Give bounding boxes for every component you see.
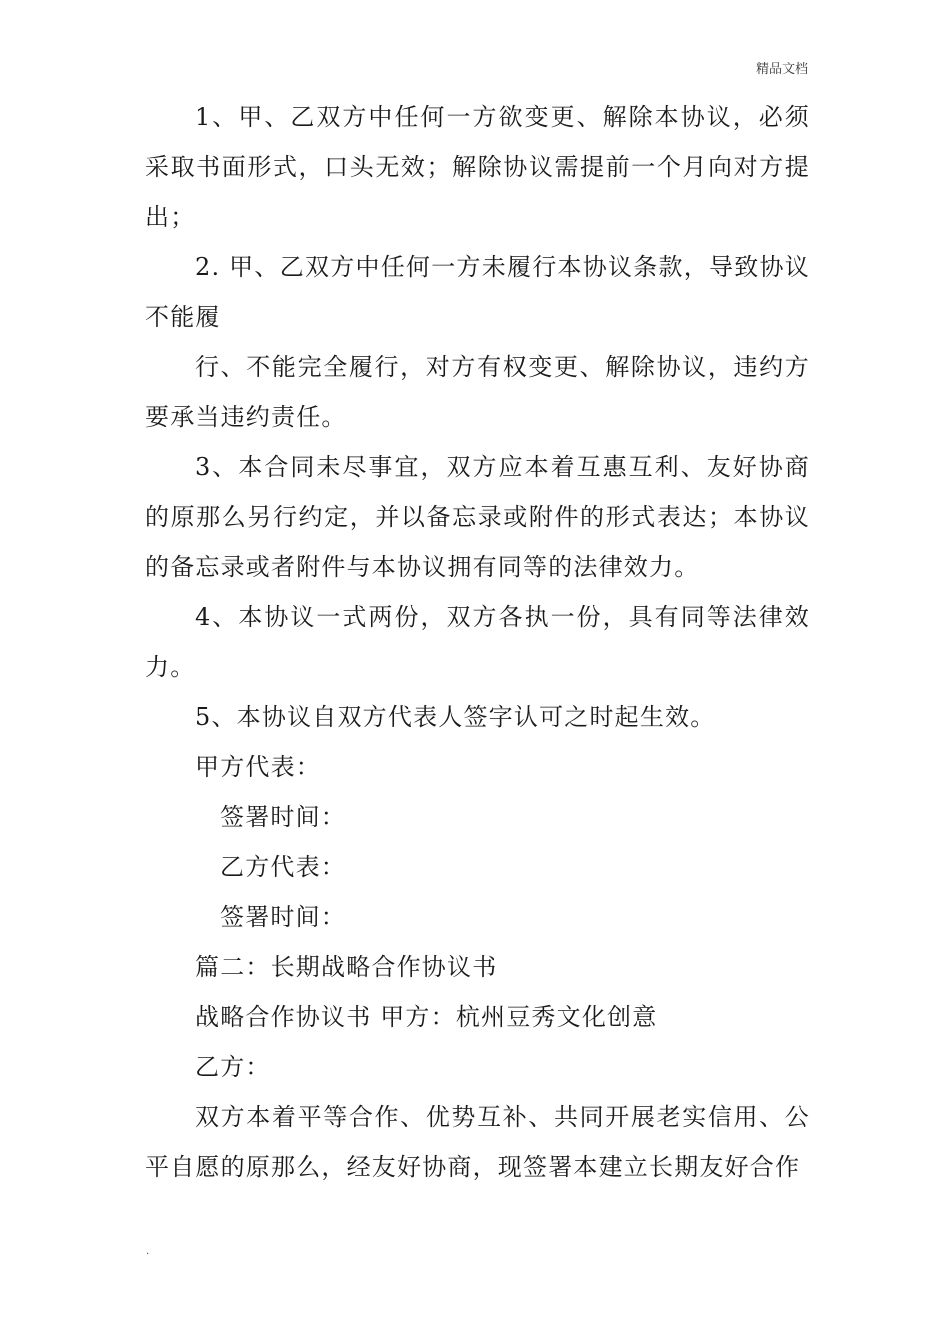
party-b-representative: 乙方代表： xyxy=(220,853,346,881)
document-body xyxy=(145,92,810,1192)
clause-2-continued: 行、不能完全履行，对方有权变更、解除协议，违约方要承当违约责任。 xyxy=(145,353,810,431)
clause-2: 2. 甲、乙双方中任何一方未履行本协议条款，导致协议不能履 xyxy=(145,253,810,331)
party-a-sign-date: 签署时间： xyxy=(220,803,346,831)
clause-3: 3、本合同未尽事宜，双方应本着互惠互利、友好协商的原那么另行约定，并以备忘录或附件的形式表达；本协议的备忘录或者附件与本协议拥有同等的法律效力。 xyxy=(145,453,810,581)
clause-5: 5、本协议自双方代表人签字认可之时起生效。 xyxy=(195,703,716,731)
clause-4: 4、本协议一式两份，双方各执一份，具有同等法律效力。 xyxy=(145,603,810,681)
party-a-representative: 甲方代表： xyxy=(195,753,321,781)
section-title: 篇二：长期战略合作协议书 xyxy=(195,953,498,981)
agreement-party-b: 乙方： xyxy=(195,1053,271,1081)
footer-mark: . xyxy=(146,1246,150,1257)
agreement-preamble: 双方本着平等合作、优势互补、共同开展老实信用、公平自愿的原那么，经友好协商，现签署本建立长期友好合作 xyxy=(145,1103,810,1181)
page-header-label: 精品文档 xyxy=(755,62,808,77)
clause-1: 1、甲、乙双方中任何一方欲变更、解除本协议，必须采取书面形式，口头无效；解除协议需提前一个月向对方提出； xyxy=(145,103,810,231)
party-b-sign-date: 签署时间： xyxy=(220,903,346,931)
agreement-party-a: 战略合作协议书 甲方：杭州豆秀文化创意 xyxy=(195,1003,658,1031)
